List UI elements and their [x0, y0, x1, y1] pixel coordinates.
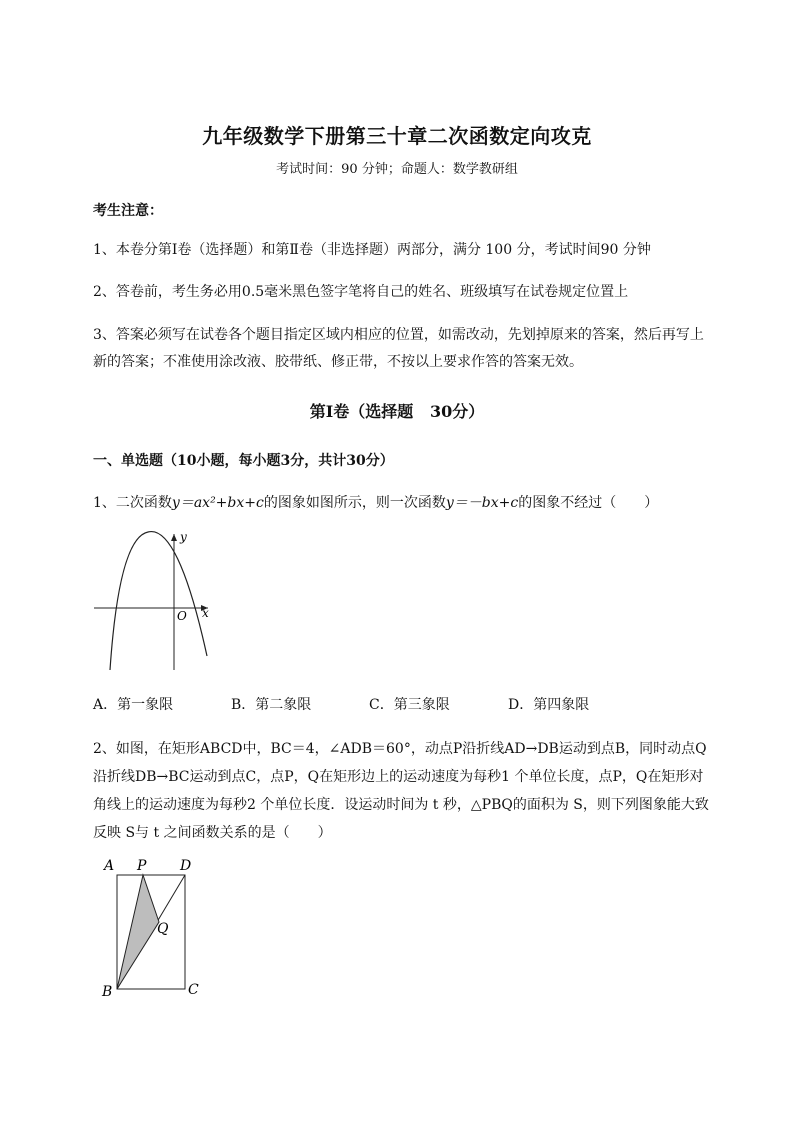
question-1-function-2: y＝－bx+c [445, 495, 519, 511]
question-1-prefix: 1、二次函数 [93, 495, 172, 511]
option-d[interactable]: D．第四象限 [508, 697, 590, 713]
question-1-middle: 的图象如图所示，则一次函数 [263, 495, 446, 511]
page-title: 九年级数学下册第三十章二次函数定向攻克 [202, 124, 592, 148]
notice-item-2: 2、答卷前，考生务必用0.5毫米黑色签字笔将自己的姓名、班级填写在试卷规定位置上 [93, 284, 629, 300]
label-p: P [137, 858, 147, 874]
option-c[interactable]: C．第三象限 [369, 697, 450, 713]
y-axis-label: y [180, 530, 187, 544]
section-title: 第Ⅰ卷（选择题 30分） [309, 402, 485, 421]
part-heading: 一、单选题（10小题，每小题3分，共计30分） [93, 453, 394, 469]
notice-heading: 考生注意： [93, 203, 163, 219]
exam-info: 考试时间：90 分钟；命题人：数学教研组 [276, 162, 518, 177]
option-b[interactable]: B．第二象限 [231, 697, 312, 713]
rectangle-figure [96, 852, 216, 1002]
parabola-curve [110, 532, 207, 670]
label-q: Q [157, 921, 169, 937]
question-1 [93, 492, 713, 514]
parabola-graph [90, 528, 215, 673]
question-1-function-1: y＝ax²+bx+c [171, 495, 264, 511]
question-2: 2、如图，在矩形ABCD中，BC＝4，∠ADB＝60°，动点P沿折线AD→DB运动到点B，同时动点Q沿折线DB→BC运动到点C，点P，Q在矩形边上的运动速度为每秒1 个单位长度，点P，Q在矩形对角线上的运动速度为每秒2 个单位长度．设运动时间为 t 秒，△PBQ的面积为 S，则下列图象能大致反映 S与 t 之间函数关系的是（ ） [93, 741, 709, 841]
question-1-suffix: 的图象不经过（ ） [518, 495, 659, 511]
label-d: D [180, 858, 192, 874]
option-a[interactable]: A．第一象限 [93, 697, 174, 713]
y-axis-arrow [171, 534, 177, 541]
label-b: B [102, 984, 113, 1000]
triangle-pbq [117, 875, 159, 989]
label-a: A [104, 858, 115, 874]
notice-item-1: 1、本卷分第Ⅰ卷（选择题）和第Ⅱ卷（非选择题）两部分，满分 100 分，考试时间90 分钟 [93, 242, 651, 258]
notice-item-3: 3、答案必须写在试卷各个题目指定区域内相应的位置，如需改动，先划掉原来的答案，然后再写上新的答案；不准使用涂改液、胶带纸、修正带，不按以上要求作答的答案无效。 [93, 327, 704, 370]
x-axis-label: x [202, 606, 209, 620]
origin-label: O [177, 609, 187, 623]
label-c: C [188, 982, 199, 998]
